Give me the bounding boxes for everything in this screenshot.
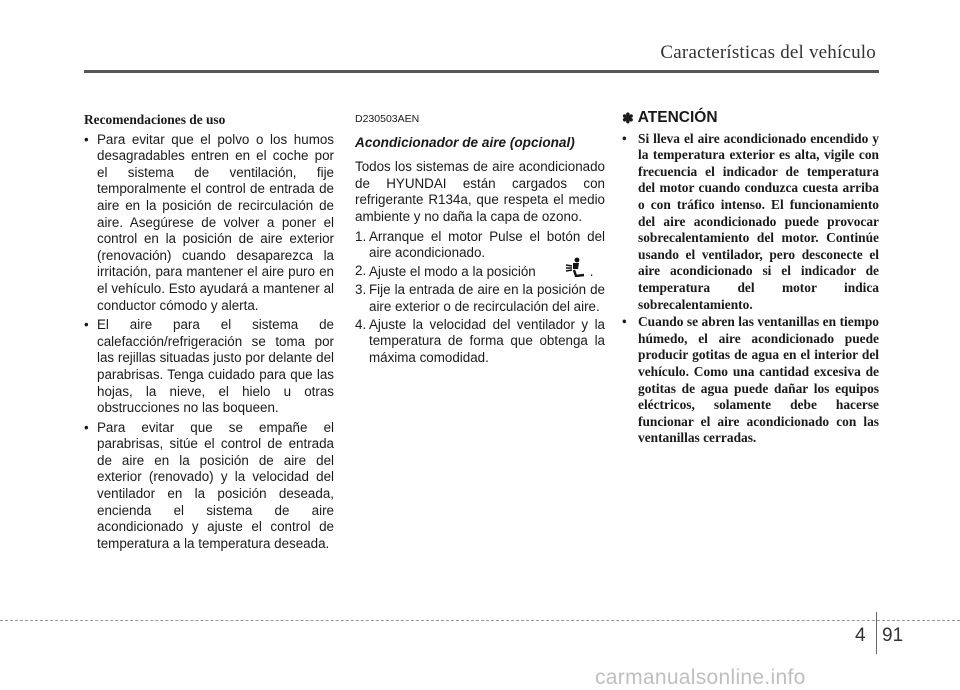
usage-recommendations-heading: Recomendaciones de uso (84, 112, 226, 127)
bullet-icon: • (622, 314, 627, 330)
page-number: 91 (882, 625, 904, 646)
usage-tips-list (84, 132, 334, 553)
caution-heading (622, 110, 879, 127)
list-item: 2. Ajuste el modo a la posición . (355, 263, 605, 282)
list-item: 4. Ajuste la velocidad del ventilador y la temperatura de forma que obtenga la máxima comodidad. (355, 316, 605, 365)
list-item: • Cuando se abren las ventanillas en tiempo húmedo, el aire acondicionado puede producir gotitas de agua en el interior del vehículo. Como una cantidad excesiva de gotitas de agua puede dañar los equipos eléctricos, solamente debe hacerse funcionar el aire acondicionado con las ventanillas cerradas. (622, 314, 879, 446)
caution-star-icon: ✽ (622, 110, 634, 126)
dashboard-vent-mode-icon (564, 257, 586, 282)
list-item: 3. Fije la entrada de aire en la posición de aire exterior o de recirculación del aire. (355, 282, 605, 314)
caution-title: ATENCIÓN (637, 109, 718, 126)
header-rule (84, 70, 879, 73)
left-column (84, 112, 334, 555)
intro-paragraph: Todos los sistemas de aire acondicionado de HYUNDAI están cargados con refrigerante R134a, que respeta el medio ambiente y no daña la capa de ozono. (355, 159, 605, 224)
watermark: carmanualsonline.info (595, 666, 806, 689)
list-item: 1. Arranque el motor Pulse el botón del aire acondicionado. (355, 228, 605, 261)
bullet-icon: • (84, 317, 89, 333)
air-conditioner-subtitle: Acondicionador de aire (opcional) (355, 134, 575, 150)
bullet-icon: • (84, 131, 89, 147)
middle-column (355, 112, 605, 367)
caution-column (622, 109, 879, 448)
steps-list (355, 229, 605, 367)
page-number-divider (876, 612, 877, 654)
list-item: • Para evitar que el polvo o los humos desagradables entren en el coche por el sistema de ventilación, fije temporalmente el control de entrada de aire en la posición de recirculación de aire. Asegúrese de volver a poner el control en la posición de aire exterior (renovación) cuando desaparezca la irritación, para mantener el aire puro en el vehículo. Esto ayudará a mantener al conductor cómodo y alerta. (84, 131, 334, 313)
list-item: • El aire para el sistema de calefacción/refrigeración se toma por las rejillas situadas justo por delante del parabrisas. Tenga cuidado para que las hojas, la nieve, el hielo u otras obstrucciones no las boqueen. (84, 317, 334, 416)
caution-list (622, 131, 879, 447)
chapter-number: 4 (855, 625, 866, 646)
footer-rule (0, 620, 960, 621)
list-item: • Si lleva el aire acondicionado encendido y la temperatura exterior es alta, vigile con frecuencia el indicador de temperatura del motor cuando conduzca cuesta arriba o con tráfico intenso. El funcionamiento del aire acondicionado puede provocar sobrecalentamiento del motor. Continúe usando el ventilador, pero desconecte el aire acondicionado si el indicador de temperatura del motor indica sobrecalentamiento. (622, 130, 879, 312)
list-item: • Para evitar que se empañe el parabrisas, sitúe el control de entrada de aire en la posición de aire del exterior (renovado) y la velocidad del ventilador en la posición deseada, encienda el sistema de aire acondicionado y ajuste el control de temperatura a la temperatura deseada. (84, 419, 334, 551)
bullet-icon: • (84, 419, 89, 435)
section-code: D230503AEN (355, 113, 420, 125)
page-header-title: Características del vehículo (660, 42, 876, 63)
bullet-icon: • (622, 130, 627, 146)
